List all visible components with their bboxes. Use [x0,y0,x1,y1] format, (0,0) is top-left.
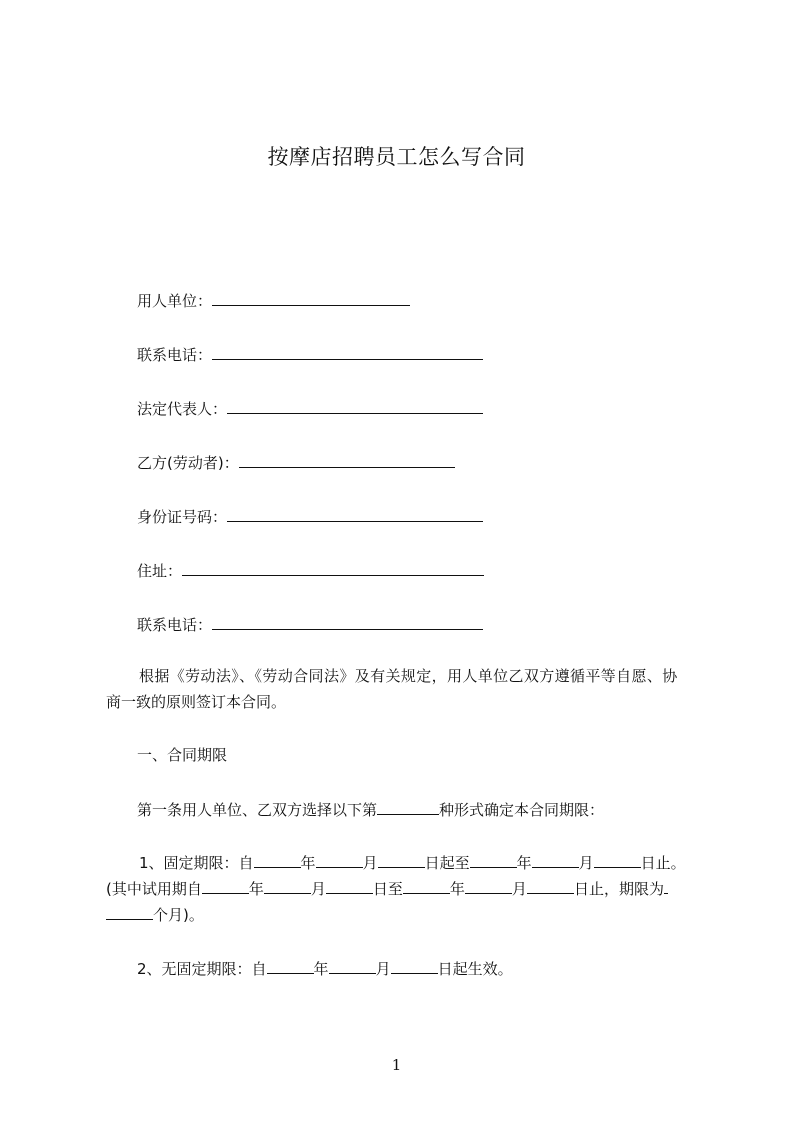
probation-line [106,878,668,899]
open-ended-label: 2、无固定期限：自 [137,960,267,978]
year-text: 年 [313,960,329,978]
effective-text: 日起生效。 [437,960,513,978]
id-number-label: 身份证号码： [137,508,228,526]
from-day-text: 日起至 [424,854,470,872]
address-label: 住址： [137,562,183,580]
party-b-blank[interactable] [239,452,455,468]
fixed-term-line [139,852,686,873]
probation-months-blank[interactable] [106,904,153,920]
end-month-blank[interactable] [532,852,579,868]
probation-months-text: 个月)。 [153,906,204,924]
month-text: 月 [362,854,378,872]
phone-blank-1[interactable] [212,344,483,360]
party-b-label: 乙方(劳动者)： [137,454,239,472]
intro-paragraph-line-2: 商一致的原则签订本合同。 [106,693,287,711]
document-title: 按摩店招聘员工怎么写合同 [267,145,526,169]
probation-months-blank-start[interactable] [664,878,668,894]
employer-label: 用人单位： [137,292,213,310]
to-day-text: 日止。 [640,854,686,872]
probation-start-year-blank[interactable] [202,878,249,894]
probation-months-line [106,904,204,925]
start-year-blank[interactable] [254,852,301,868]
end-year-blank[interactable] [470,852,517,868]
year-text: 年 [449,880,465,898]
fixed-term-label: 1、固定期限：自 [139,854,254,872]
employer-blank[interactable] [212,290,410,306]
probation-end-month-blank[interactable] [465,878,512,894]
legal-rep-blank[interactable] [227,398,483,414]
probation-end-text: 日止，期限为 [573,880,664,898]
month-text: 月 [310,880,326,898]
address-field [137,560,484,581]
page-number: 1 [391,1056,402,1074]
phone-label-2: 联系电话： [137,616,213,634]
year-text: 年 [300,854,316,872]
id-number-field [137,506,483,527]
section-heading-contract-term: 一、合同期限 [137,746,228,764]
probation-start-day-blank[interactable] [326,878,373,894]
probation-end-day-blank[interactable] [527,878,574,894]
phone-field-1 [137,344,483,365]
intro-paragraph-line-1: 根据《劳动法》、《劳动合同法》及有关规定，用人单位乙双方遵循平等自愿、协 [139,667,678,685]
phone-blank-2[interactable] [212,614,483,630]
legal-rep-field [137,398,483,419]
year-text: 年 [248,880,264,898]
term-type-blank[interactable] [377,799,439,815]
probation-to-text: 日至 [372,880,403,898]
month-text: 月 [375,960,391,978]
employer-field [137,290,410,311]
open-ended-day-blank[interactable] [391,958,438,974]
probation-label: (其中试用期自 [106,880,202,898]
probation-end-year-blank[interactable] [403,878,450,894]
phone-label-1: 联系电话： [137,346,213,364]
address-blank[interactable] [182,560,484,576]
month-text: 月 [578,854,594,872]
article-1 [137,799,604,820]
article-1-text: 第一条用人单位、乙双方选择以下第 [137,801,378,819]
party-b-field [137,452,455,473]
probation-start-month-blank[interactable] [264,878,311,894]
start-month-blank[interactable] [316,852,363,868]
id-number-blank[interactable] [227,506,483,522]
end-day-blank[interactable] [594,852,641,868]
start-day-blank[interactable] [378,852,425,868]
legal-rep-label: 法定代表人： [137,400,228,418]
open-ended-year-blank[interactable] [267,958,314,974]
open-ended-month-blank[interactable] [329,958,376,974]
month-text: 月 [511,880,527,898]
phone-field-2 [137,614,483,635]
year-text: 年 [516,854,532,872]
article-1-text-end: 种形式确定本合同期限： [439,801,605,819]
open-ended-term-line [137,958,513,979]
